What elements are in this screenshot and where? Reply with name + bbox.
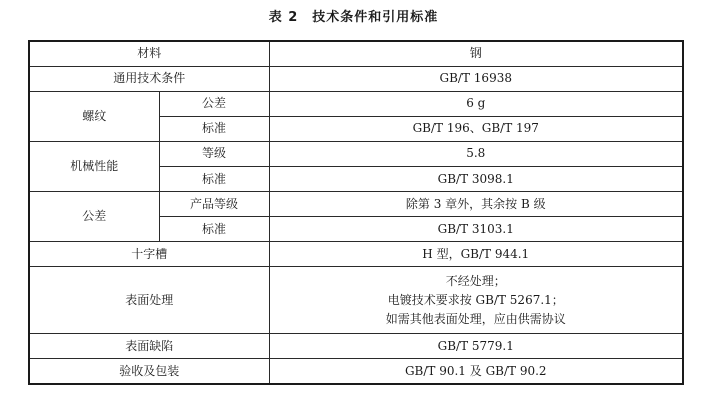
value-recess: H 型，GB/T 944.1 [269, 242, 683, 267]
table-row [29, 141, 683, 166]
row-label-thread: 螺纹 [29, 91, 159, 141]
table-number: 表 2 [268, 10, 299, 25]
value-surface-treatment [269, 267, 683, 334]
value-thread-tolerance: 6 g [269, 91, 683, 116]
value-tolerance-standard: GB/T 3103.1 [269, 217, 683, 242]
row-label-tolerance: 公差 [29, 192, 159, 242]
table-row [29, 334, 683, 359]
value-mechanical-standard: GB/T 3098.1 [269, 166, 683, 191]
header-steel: 钢 [269, 41, 683, 66]
spec-table [28, 40, 684, 385]
surface-treatment-line: 不经处理； [445, 273, 506, 288]
sub-label-product-grade: 产品等级 [159, 192, 269, 217]
value-mechanical-grade: 5.8 [269, 141, 683, 166]
surface-treatment-line: 电镀技术要求按 GB/T 5267.1； [387, 292, 564, 307]
sub-label-tolerance-standard: 标准 [159, 217, 269, 242]
row-label-mechanical: 机械性能 [29, 141, 159, 191]
value-surface-defects: GB/T 5779.1 [269, 334, 683, 359]
sub-label-thread-standard: 标准 [159, 116, 269, 141]
table-row [29, 66, 683, 91]
row-label-surface-defects: 表面缺陷 [29, 334, 269, 359]
surface-treatment-line: 如需其他表面处理，应由供需协议 [385, 311, 566, 326]
table-caption [0, 6, 707, 25]
table-row [29, 242, 683, 267]
row-label-surface-treatment: 表面处理 [29, 267, 269, 334]
table-title: 技术条件和引用标准 [312, 10, 439, 25]
value-acceptance: GB/T 90.1 及 GB/T 90.2 [269, 359, 683, 384]
row-label-general: 通用技术条件 [29, 66, 269, 91]
header-material: 材料 [29, 41, 269, 66]
sub-label-mechanical-standard: 标准 [159, 166, 269, 191]
table-row [29, 192, 683, 217]
table-row [29, 359, 683, 384]
sub-label-mechanical-grade: 等级 [159, 141, 269, 166]
table-row [29, 91, 683, 116]
value-thread-standard: GB/T 196、GB/T 197 [269, 116, 683, 141]
row-label-recess: 十字槽 [29, 242, 269, 267]
table-row [29, 267, 683, 334]
row-value-general: GB/T 16938 [269, 66, 683, 91]
table-header-row [29, 41, 683, 66]
sub-label-thread-tolerance: 公差 [159, 91, 269, 116]
value-product-grade: 除第 3 章外，其余按 B 级 [269, 192, 683, 217]
row-label-acceptance: 验收及包装 [29, 359, 269, 384]
